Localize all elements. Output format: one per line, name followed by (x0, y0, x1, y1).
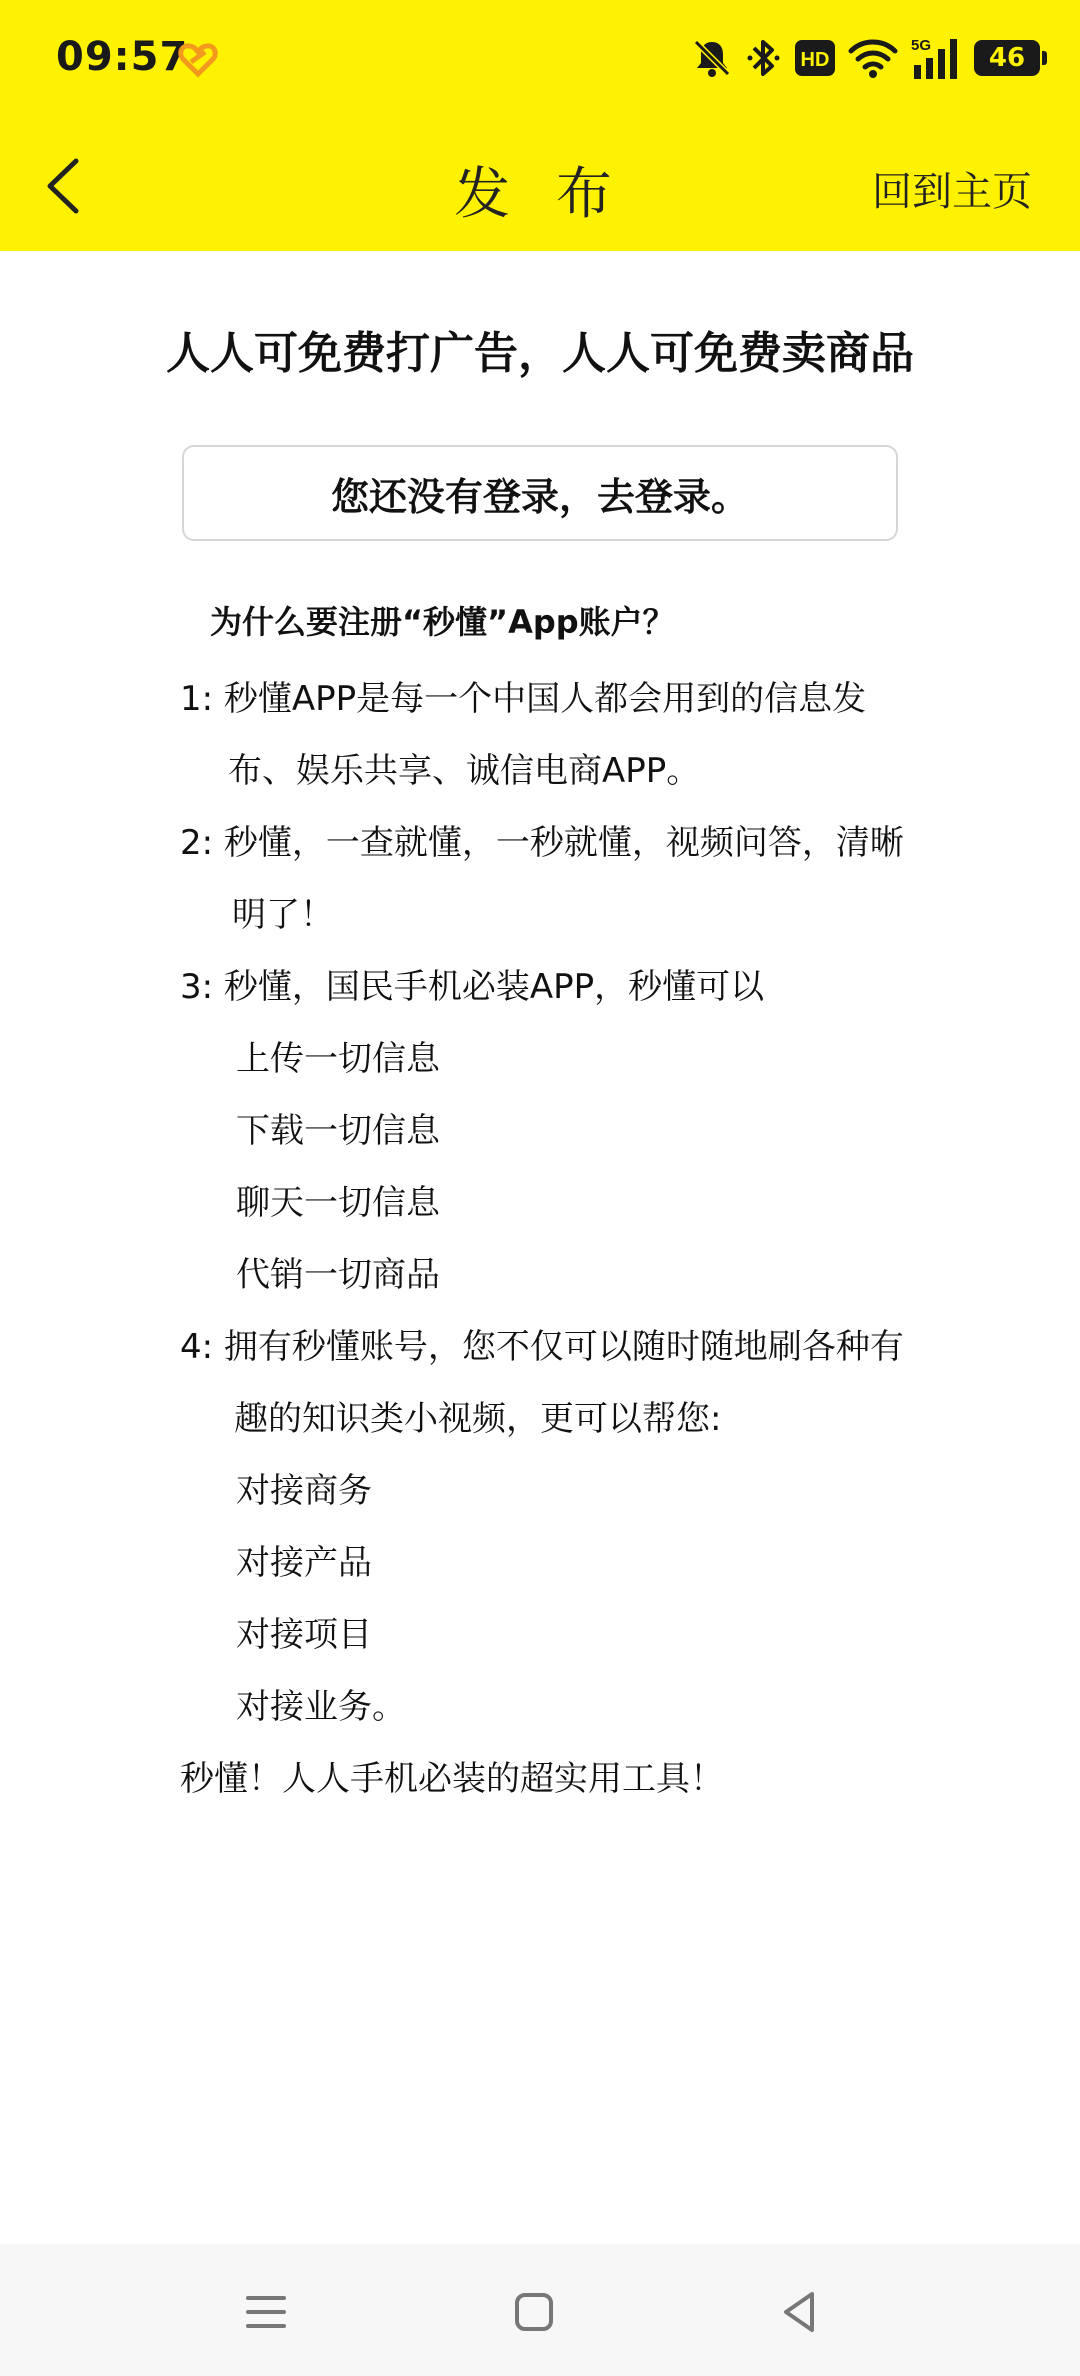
info-line: 对接业务。 (236, 1687, 406, 1727)
info-line: 对接商务 (236, 1471, 372, 1511)
status-time: 09:57 (56, 34, 189, 80)
svg-text:HD: HD (800, 49, 830, 71)
info-line: 聊天一切信息 (236, 1183, 440, 1223)
info-line: 对接产品 (236, 1543, 372, 1583)
wifi-icon (848, 37, 898, 79)
info-line: 3: 秒懂，国民手机必装APP，秒懂可以 (180, 967, 765, 1007)
info-line: 1: 秒懂APP是每一个中国人都会用到的信息发 (180, 679, 867, 719)
header-bar (0, 0, 1080, 251)
why-register-title: 为什么要注册“秒懂”App账户？ (210, 603, 675, 641)
battery-level: 46 (988, 43, 1026, 73)
hd-icon (794, 39, 836, 77)
info-line: 下载一切信息 (236, 1111, 440, 1151)
svg-text:5G: 5G (911, 37, 932, 54)
info-line: 对接项目 (236, 1615, 372, 1655)
home-square-icon[interactable] (506, 2284, 562, 2340)
info-line: 趣的知识类小视频，更可以帮您: (234, 1399, 722, 1439)
status-icons (690, 30, 1040, 86)
system-nav-bar (0, 2244, 1080, 2376)
signal-5g-icon (910, 35, 962, 81)
heart-app-icon (178, 40, 218, 80)
back-triangle-icon[interactable] (772, 2284, 828, 2340)
bluetooth-icon (746, 36, 782, 80)
headline: 人人可免费打广告，人人可免费卖商品 (166, 328, 914, 379)
info-line: 上传一切信息 (236, 1039, 440, 1079)
battery-icon (974, 40, 1040, 76)
mute-bell-icon (690, 36, 734, 80)
info-line: 4: 拥有秒懂账号，您不仅可以随时随地刷各种有 (180, 1327, 904, 1367)
info-line: 2: 秒懂，一查就懂，一秒就懂，视频问答，清晰 (180, 823, 904, 863)
back-to-home-link[interactable]: 回到主页 (872, 169, 1032, 215)
info-line: 布、娱乐共享、诚信电商APP。 (228, 751, 701, 791)
menu-icon[interactable] (238, 2284, 294, 2340)
info-line: 明了！ (232, 895, 334, 935)
page-title: 发 布 (454, 162, 626, 227)
info-line: 秒懂！人人手机必装的超实用工具！ (180, 1759, 724, 1799)
login-button[interactable]: 您还没有登录，去登录。 (182, 445, 898, 541)
info-line: 代销一切商品 (236, 1255, 440, 1295)
